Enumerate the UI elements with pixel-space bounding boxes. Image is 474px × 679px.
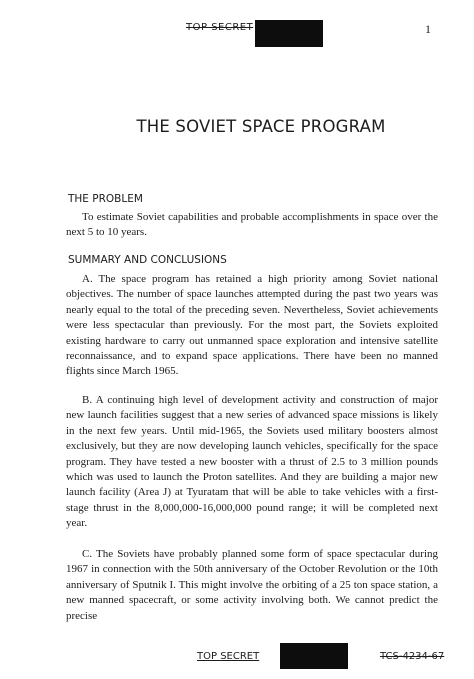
paragraph-b	[66, 393, 438, 532]
problem-paragraph	[66, 210, 438, 241]
paragraph-a-text: A. The space program has retained a high priority among Soviet national objectives. The number of space launches attempted during the past two years was nearly equal to the total of the preceding seven. Nevertheless, Soviet achievements were less spectacular than previously. For the most part, the Soviets exploited existing hardware to carry out unmanned space exploration and intensive satellite reconnaissance, and to expand space applications. There have been no manned flights since March 1965.	[66, 273, 438, 378]
problem-heading: THE PROBLEM	[68, 193, 143, 205]
paragraph-b-text: B. A continuing high level of development activity and construction of major new launch facilities suggest that a new series of advanced space missions is likely in the next few years. Until mid-1965, the Soviets used military boosters almost exclusively, but they are now developing launch vehicles, specifically for the space program. They have tested a new booster with a thrust of 2.5 to 3 million pounds which was used to launch the Proton satellites. And they are building a major new launch facility (Area J) at Tyuratam that will be able to take vehicles with a first-stage thrust in the 8,000,000-16,000,000 pound range; it will be completed next year.	[66, 394, 438, 530]
page-number: 1	[425, 22, 431, 36]
paragraph-a	[66, 272, 438, 380]
redaction-block-top	[255, 20, 323, 47]
control-number: TCS-4234-67	[380, 651, 445, 662]
redaction-block-bottom	[280, 643, 348, 669]
header-classification: TOP SECRET	[186, 22, 254, 33]
document-title: THE SOVIET SPACE PROGRAM	[136, 117, 386, 136]
paragraph-c	[66, 547, 438, 624]
problem-text: To estimate Soviet capabilities and probable accomplishments in space over the next 5 to 10 years.	[66, 211, 438, 239]
summary-heading: SUMMARY AND CONCLUSIONS	[68, 254, 227, 266]
footer-classification: TOP SECRET	[197, 651, 260, 662]
paragraph-c-text: C. The Soviets have probably planned some form of space spectacular during 1967 in connection with the 50th anniversary of the October Revolution or the 10th anniversary of Sputnik I. This might involve the orbiting of a 25 ton space station, a new manned spacecraft, or some activity involving both. We cannot predict the precise	[66, 548, 438, 622]
